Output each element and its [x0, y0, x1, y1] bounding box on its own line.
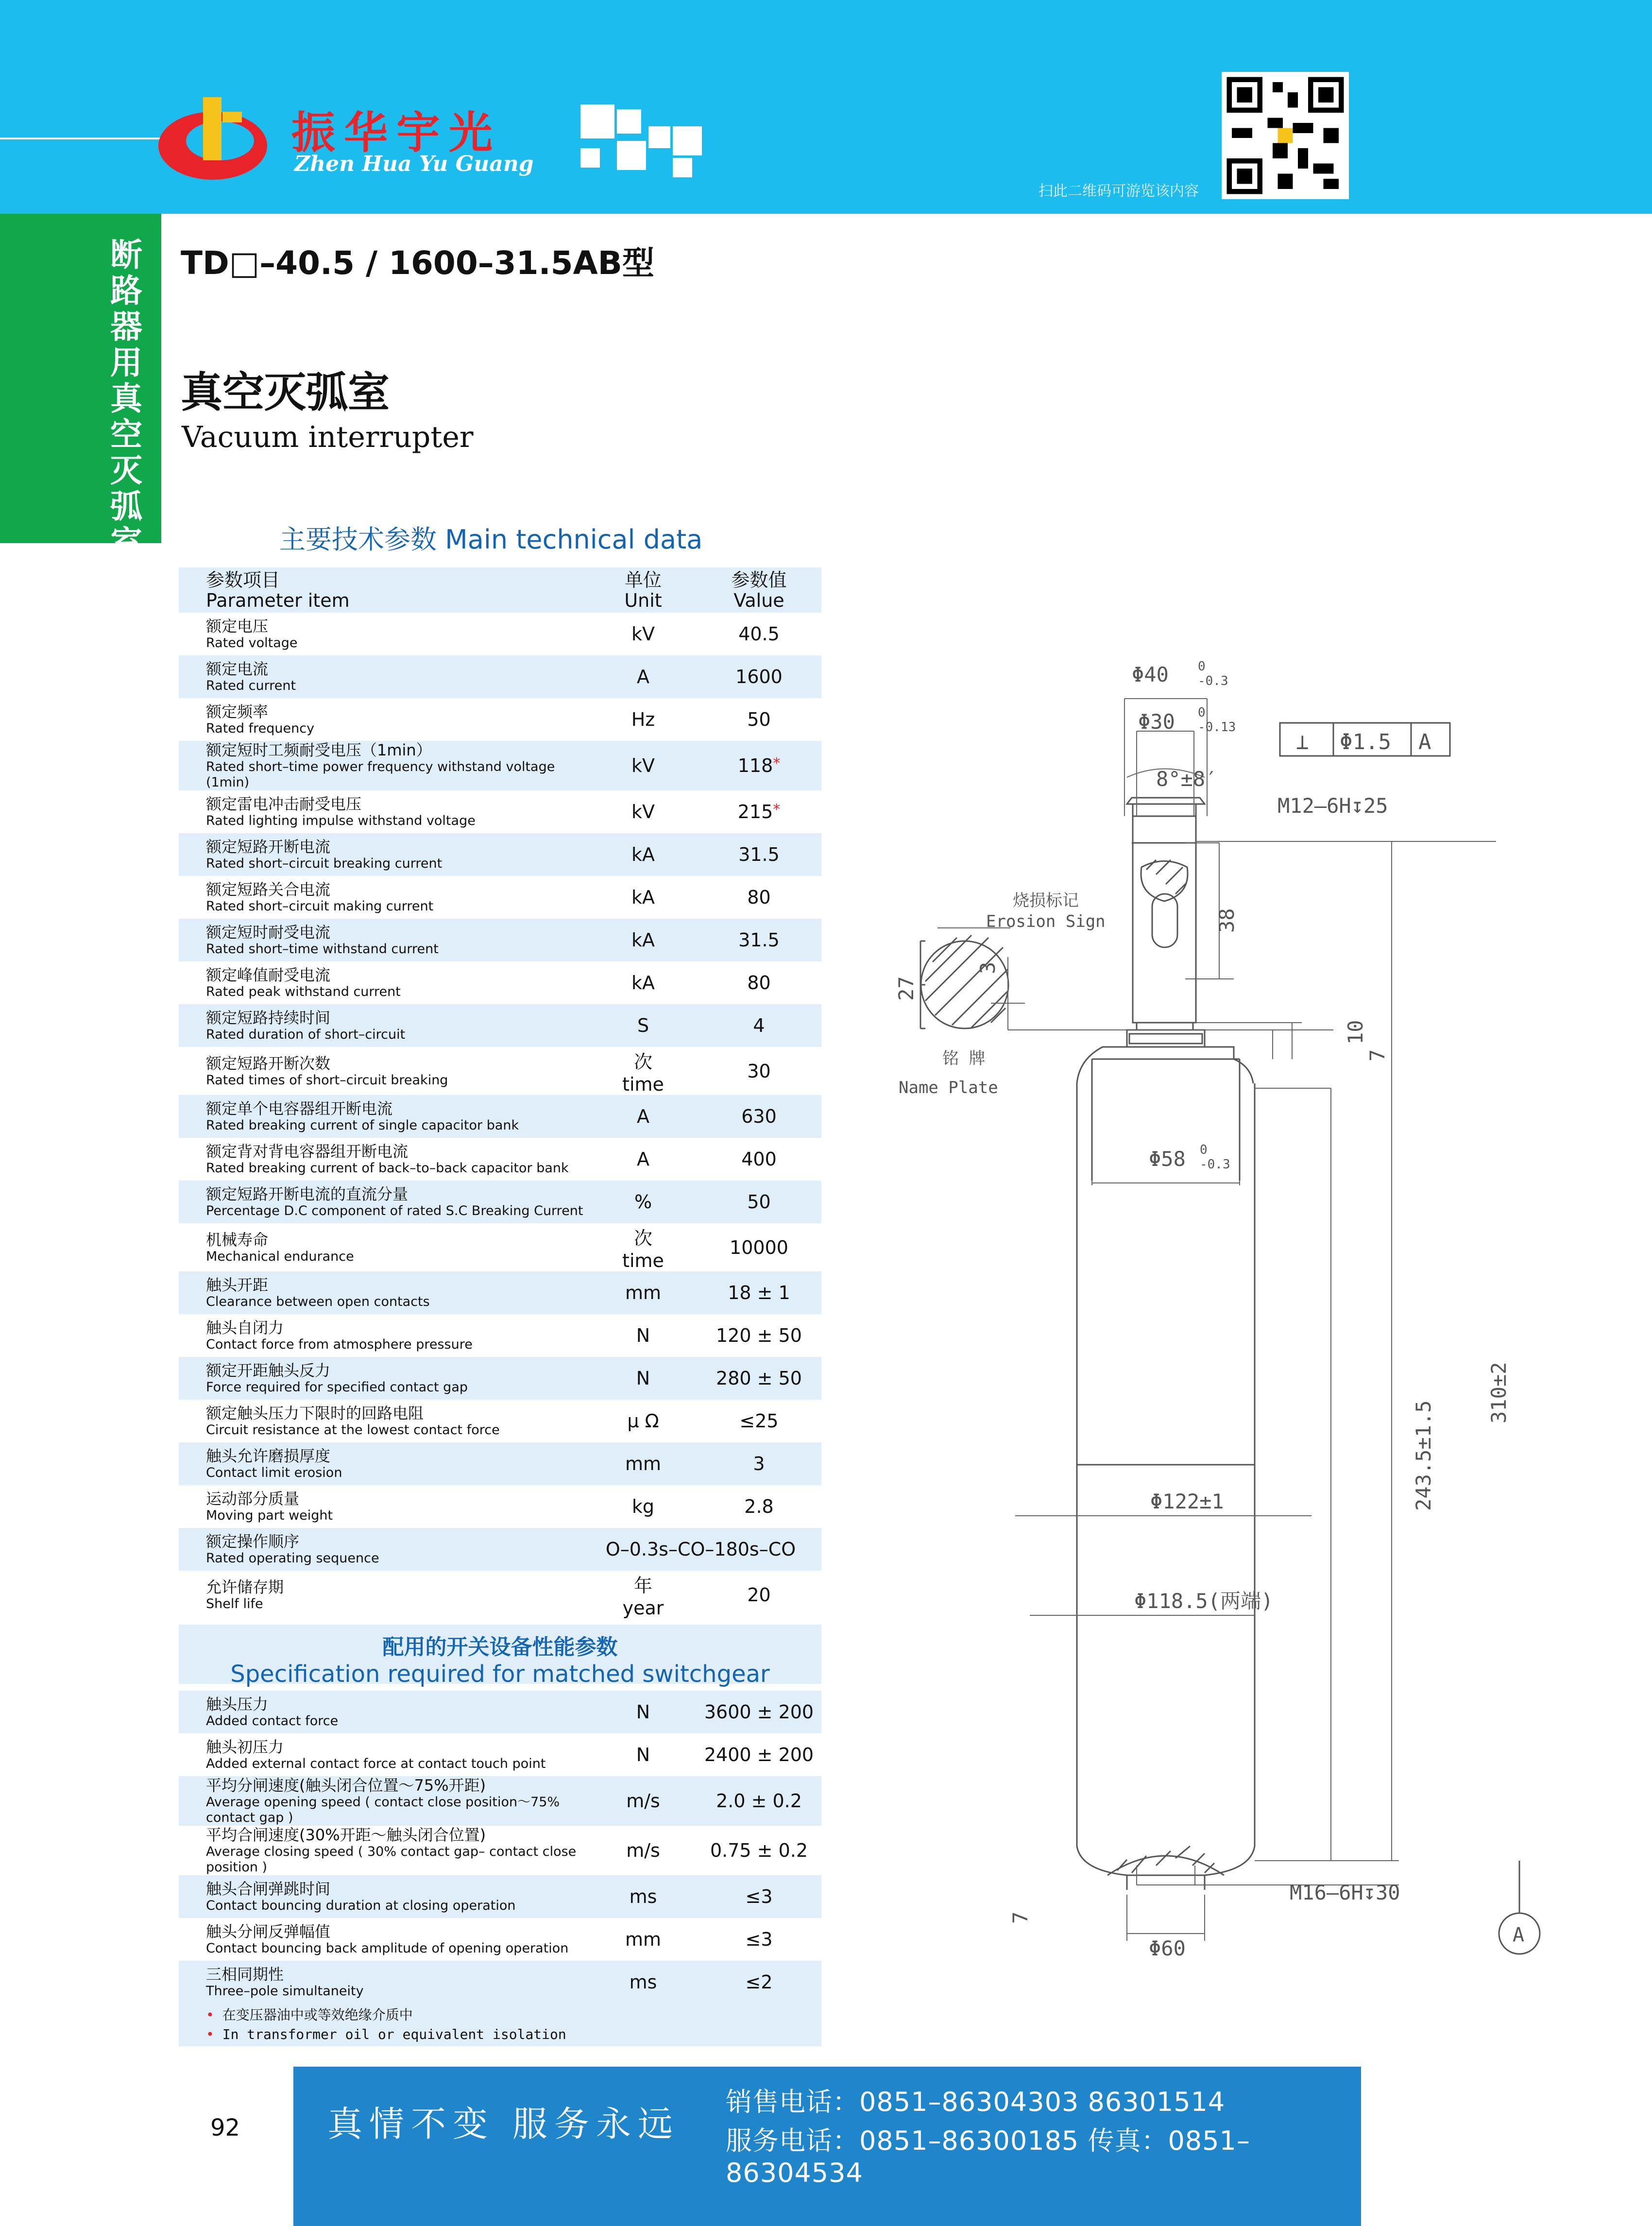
row-param-cn: 触头合闸弹跳时间 — [206, 1880, 331, 1898]
row-param-en: Moving part weight — [206, 1508, 333, 1523]
row-param-cn: 允许储存期 — [206, 1577, 284, 1596]
row-param-en: Added external contact force at contact touch point — [206, 1756, 546, 1771]
header-param-cn: 参数项目 — [206, 569, 280, 591]
row-param-cn: 额定短路开断电流 — [206, 838, 331, 856]
table-row — [179, 1961, 821, 2003]
row-value: 80 — [747, 972, 771, 993]
dim-angle: 8°±8′ — [1156, 767, 1218, 791]
row-param-en: Average closing speed ( 30% contact gap– contact close position ) — [206, 1844, 577, 1875]
row-unit: N — [636, 1744, 650, 1765]
table-row — [179, 961, 821, 1004]
row-unit: kA — [631, 887, 655, 908]
row-value: 118 — [737, 755, 773, 776]
dim-d60: Φ60 — [1149, 1936, 1186, 1960]
row-param-cn: 额定短路开断次数 — [206, 1054, 331, 1073]
row-param-cn: 额定单个电容器组开断电流 — [206, 1099, 393, 1118]
row-value: 280 ± 50 — [716, 1368, 802, 1389]
table-row — [179, 1047, 821, 1095]
row-param-en: Rated times of short–circuit breaking — [206, 1072, 448, 1088]
nameplate-cn: 铭 牌 — [942, 1049, 986, 1068]
model-number: TD□–40.5 / 1600–31.5AB型 — [181, 244, 654, 282]
row-unit: % — [634, 1191, 652, 1213]
dim-10: 10 — [1344, 1020, 1367, 1045]
header-unit-en: Unit — [624, 589, 662, 611]
table-row — [179, 613, 821, 655]
row-value: 4 — [753, 1015, 765, 1036]
row-unit: m/s — [626, 1790, 660, 1812]
row-unit: 次 — [633, 1228, 652, 1249]
row-param-cn: 额定开距触头反力 — [206, 1361, 331, 1380]
row-param-en: Rated duration of short–circuit — [206, 1027, 406, 1042]
notes-row — [179, 2003, 821, 2046]
header-unit-cn: 单位 — [624, 569, 662, 591]
row-param-en: Contact force from atmosphere pressure — [206, 1337, 473, 1352]
row-unit: 年 — [633, 1575, 652, 1596]
table-row — [179, 1442, 821, 1485]
row-param-en: Rated short–circuit breaking current — [206, 856, 443, 871]
table-row — [179, 1138, 821, 1181]
category-label: 断路器用真空灭弧室 — [110, 236, 142, 561]
row-param-cn: 额定操作顺序 — [206, 1532, 300, 1551]
header-value-cn: 参数值 — [731, 569, 787, 591]
row-param-cn: 触头分闸反弹幅值 — [206, 1922, 331, 1941]
header-value-en: Value — [733, 589, 784, 611]
dim-7-bottom: 7 — [1008, 1911, 1032, 1924]
row-param-cn: 额定短时耐受电流 — [206, 923, 331, 942]
row-param-en: Rated short–circuit making current — [206, 899, 434, 914]
company-logo — [154, 92, 271, 189]
row-unit: m/s — [626, 1840, 660, 1861]
row-value: 2.8 — [744, 1496, 774, 1517]
service-telephone: 服务电话：0851–86300185 传真：0851–86304534 — [726, 2125, 1250, 2188]
row-param-en: Rated lighting impulse withstand voltage — [206, 813, 476, 828]
technical-drawing — [816, 622, 1652, 2011]
row-param-en: Rated short–time power frequency withstand voltage (1min) — [206, 759, 555, 790]
row-param-en: Rated breaking current of back–to–back capacitor bank — [206, 1161, 569, 1176]
row-param-cn: 触头开距 — [206, 1276, 269, 1294]
table-row — [179, 655, 821, 698]
dim-7: 7 — [1365, 1049, 1389, 1062]
row-param-cn: 额定雷电冲击耐受电压 — [206, 795, 362, 813]
row-value: 1600 — [735, 666, 783, 687]
table-row — [179, 1271, 821, 1314]
row-param-en: Rated current — [206, 678, 296, 693]
row-param-en: Contact limit erosion — [206, 1465, 342, 1480]
table-row — [179, 1826, 821, 1875]
row-param-en: Added contact force — [206, 1713, 339, 1729]
row-unit: kV — [631, 623, 655, 645]
row-value: 10000 — [730, 1236, 788, 1258]
header-banner — [0, 0, 1652, 214]
switchgear-section-header — [179, 1625, 821, 1688]
row-param-en: Percentage D.C component of rated S.C Breaking Current — [206, 1203, 583, 1218]
dim-d40-tol-up: 0 — [1198, 659, 1206, 674]
sales-telephone: 销售电话：0851–86304303 86301514 — [726, 2087, 1226, 2117]
row-value: 2.0 ± 0.2 — [716, 1790, 802, 1812]
row-param-cn: 额定触头压力下限时的回路电阻 — [206, 1404, 424, 1422]
row-unit: N — [636, 1701, 650, 1723]
row-param-en: Mechanical endurance — [206, 1249, 354, 1264]
row-unit-alt: time — [622, 1074, 664, 1095]
table-row — [179, 1733, 821, 1776]
switchgear-table — [179, 1691, 821, 2046]
row-value: ≤25 — [739, 1410, 779, 1432]
row-value: 3 — [753, 1453, 765, 1474]
table-row — [179, 1095, 821, 1138]
row-param-cn: 额定短路开断电流的直流分量 — [206, 1185, 409, 1203]
row-unit: ms — [629, 1886, 657, 1907]
row-unit: ms — [629, 1971, 657, 1993]
row-param-cn: 额定频率 — [206, 702, 269, 721]
row-param-cn: 机械寿命 — [206, 1230, 269, 1249]
table-row — [179, 833, 821, 876]
decor-squares — [580, 104, 712, 182]
table-row — [179, 698, 821, 741]
row-param-cn: 平均合闸速度(30%开距～触头闭合位置) — [206, 1826, 486, 1844]
erosion-label-en: Erosion Sign — [986, 912, 1106, 931]
table-row — [179, 1181, 821, 1223]
product-title-en: Vacuum interrupter — [182, 420, 474, 454]
dim-d58-tol-dn: -0.3 — [1200, 1157, 1230, 1172]
row-param-en: Force required for specified contact gap — [206, 1380, 468, 1395]
note-cn: 在变压器油中或等效绝缘介质中 — [222, 2007, 413, 2023]
switchgear-title-en: Specification required for matched switchgear — [230, 1661, 770, 1688]
row-param-cn: 触头初压力 — [206, 1738, 284, 1756]
row-unit: μ Ω — [627, 1410, 659, 1432]
row-param-cn: 额定峰值耐受电流 — [206, 966, 331, 984]
row-value: 31.5 — [738, 929, 780, 951]
dim-d30-tol-dn: -0.13 — [1198, 720, 1236, 735]
row-param-cn: 触头允许磨损厚度 — [206, 1447, 331, 1465]
nameplate-en: Name Plate — [899, 1078, 998, 1097]
table-row — [179, 1691, 821, 1733]
table-row — [179, 1004, 821, 1047]
table-row — [179, 1357, 821, 1400]
row-param-en: Clearance between open contacts — [206, 1294, 430, 1309]
row-param-en: Rated operating sequence — [206, 1551, 379, 1566]
brand-name-cn: 振华宇光 — [291, 107, 501, 158]
row-unit: A — [637, 666, 649, 687]
row-unit: mm — [625, 1929, 662, 1950]
table-row — [179, 919, 821, 961]
qr-caption: 扫此二维码可游览该内容 — [1039, 183, 1199, 200]
row-unit: N — [636, 1368, 650, 1389]
header-param-en: Parameter item — [206, 589, 350, 611]
table-row — [179, 876, 821, 919]
row-unit-alt: time — [622, 1250, 664, 1271]
row-value: 50 — [747, 709, 771, 730]
row-param-en: Shelf life — [206, 1596, 263, 1611]
thread-top: M12–6H↧25 — [1277, 794, 1388, 818]
dim-38: 38 — [1215, 908, 1239, 933]
dim-d58: Φ58 — [1149, 1147, 1186, 1171]
table-row — [179, 1528, 821, 1571]
row-value: 215 — [737, 801, 773, 822]
row-value: 50 — [747, 1191, 771, 1213]
table-row — [179, 1875, 821, 1918]
table-row — [179, 741, 821, 790]
row-value: 120 ± 50 — [716, 1325, 802, 1346]
dim-310: 310±2 — [1487, 1362, 1511, 1423]
table-row — [179, 1400, 821, 1442]
page-number: 92 — [210, 2114, 240, 2141]
row-param-en: Three–pole simultaneity — [206, 1984, 364, 1999]
note-en-line: • In transformer oil or equivalent isolation — [206, 2026, 566, 2042]
dim-d122: Φ122±1 — [1150, 1490, 1224, 1513]
row-param-en: Circuit resistance at the lowest contact force — [206, 1422, 500, 1438]
row-value: 400 — [741, 1148, 777, 1170]
table-row — [179, 1223, 821, 1271]
dim-243: 243.5±1.5 — [1412, 1400, 1435, 1511]
gdt-perp: ⊥ — [1296, 730, 1309, 754]
switchgear-title-cn: 配用的开关设备性能参数 — [382, 1635, 618, 1660]
row-value: 31.5 — [738, 844, 780, 865]
row-param-cn: 额定背对背电容器组开断电流 — [206, 1142, 409, 1161]
header-rule — [0, 137, 160, 139]
row-unit: kA — [631, 972, 655, 993]
row-unit: S — [637, 1015, 649, 1036]
row-param-cn: 额定短路关合电流 — [206, 880, 331, 899]
row-value-star: * — [773, 801, 781, 818]
row-unit-alt: year — [622, 1597, 664, 1619]
table-row — [179, 1485, 821, 1528]
datum-a: A — [1513, 1924, 1525, 1946]
table-row — [179, 1314, 821, 1357]
table-header-row — [179, 567, 821, 613]
footer-slogan: 真情不变 服务永远 — [327, 2104, 680, 2144]
table-row — [179, 1918, 821, 1961]
row-param-cn: 额定电流 — [206, 660, 269, 678]
row-param-en: Average opening speed ( contact close position～75% contact gap ) — [206, 1795, 560, 1825]
row-param-en: Contact bouncing back amplitude of opening operation — [206, 1941, 569, 1956]
row-unit: kA — [631, 844, 655, 865]
dim-d118: Φ118.5(两端) — [1134, 1589, 1274, 1613]
row-value-star: * — [773, 755, 781, 772]
row-value: 30 — [747, 1060, 771, 1082]
row-unit: kV — [631, 755, 655, 776]
product-title-cn: 真空灭弧室 — [181, 368, 390, 417]
row-value: 2400 ± 200 — [704, 1744, 814, 1765]
dim-d40-tol-dn: -0.3 — [1198, 674, 1228, 688]
row-unit: kA — [631, 929, 655, 951]
row-value: 3600 ± 200 — [704, 1701, 814, 1723]
row-unit: mm — [625, 1453, 662, 1474]
row-unit: A — [637, 1148, 649, 1170]
table-row — [179, 1776, 821, 1826]
row-value: 80 — [747, 887, 771, 908]
row-value: 40.5 — [738, 623, 780, 645]
row-unit: kV — [631, 801, 655, 822]
row-param-cn: 触头压力 — [206, 1695, 269, 1713]
row-unit: Hz — [631, 709, 655, 730]
row-unit: mm — [625, 1282, 662, 1303]
row-value: 0.75 ± 0.2 — [710, 1840, 808, 1861]
footer-banner — [293, 2067, 1361, 2226]
note-cn-line: • 在变压器油中或等效绝缘介质中 — [206, 2007, 413, 2023]
gdt-value: Φ1.5 — [1340, 730, 1391, 754]
row-param-en: Rated voltage — [206, 635, 298, 651]
row-unit: kg — [631, 1496, 655, 1517]
dim-d30-tol-up: 0 — [1198, 705, 1206, 720]
row-unit: 次 — [633, 1051, 652, 1073]
row-value: ≤3 — [745, 1886, 773, 1907]
row-unit: A — [637, 1106, 649, 1127]
row-param-cn: 额定短时工频耐受电压（1min） — [206, 741, 432, 759]
dim-d58-tol-up: 0 — [1200, 1143, 1208, 1157]
row-param-cn: 运动部分质量 — [206, 1490, 300, 1508]
row-param-en: Rated short–time withstand current — [206, 942, 439, 957]
note-en: In transformer oil or equivalent isolation — [222, 2026, 566, 2042]
row-param-en: Rated frequency — [206, 721, 315, 736]
row-value: 20 — [747, 1584, 771, 1606]
row-param-cn: 触头自闭力 — [206, 1318, 284, 1337]
row-value: O–0.3s–CO–180s–CO — [605, 1539, 796, 1560]
row-value: ≤2 — [745, 1971, 773, 1993]
qr-code[interactable] — [1222, 72, 1349, 199]
row-value: 18 ± 1 — [728, 1282, 790, 1303]
row-param-en: Rated peak withstand current — [206, 984, 401, 999]
dim-d40: Φ40 — [1132, 663, 1169, 686]
row-param-cn: 平均分闸速度(触头闭合位置～75%开距) — [206, 1776, 486, 1795]
row-param-cn: 三相同期性 — [206, 1965, 284, 1984]
erosion-label-cn: 烧损标记 — [1013, 891, 1079, 910]
row-param-cn: 额定电压 — [206, 617, 269, 635]
dim-3: 3 — [976, 961, 1000, 974]
row-value: 630 — [741, 1106, 777, 1127]
table-row — [179, 790, 821, 833]
row-param-en: Rated breaking current of single capacitor bank — [206, 1118, 519, 1133]
brand-name-en: Zhen Hua Yu Guang — [294, 152, 534, 176]
row-param-en: Contact bouncing duration at closing operation — [206, 1898, 516, 1913]
gdt-datum: A — [1418, 730, 1431, 754]
table-row — [179, 1571, 821, 1619]
tech-section-title: 主要技术参数 Main technical data — [279, 524, 703, 555]
tech-data-table — [179, 567, 821, 1619]
row-unit: N — [636, 1325, 650, 1346]
thread-bottom: M16–6H↧30 — [1290, 1881, 1400, 1904]
dim-d30: Φ30 — [1138, 710, 1175, 734]
dim-27: 27 — [894, 976, 918, 1001]
row-value: ≤3 — [745, 1929, 773, 1950]
row-param-cn: 额定短路持续时间 — [206, 1009, 331, 1027]
